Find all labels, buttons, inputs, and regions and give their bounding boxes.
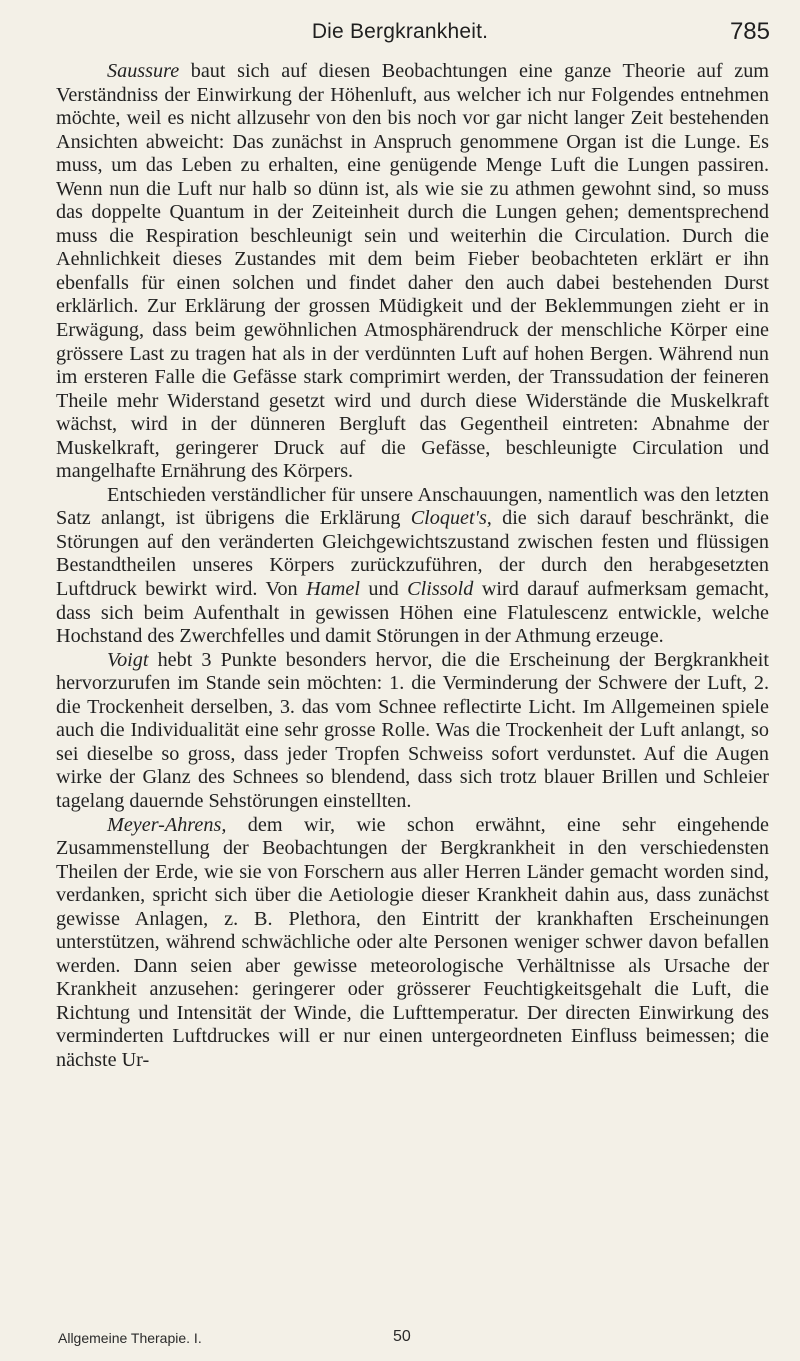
text-segment: Entschieden verständlicher für unsere Anschauungen, namentlich was den letzten Satz anlangt, ist übrigens die Erklärung: [56, 483, 769, 530]
page-footer: [0, 1330, 800, 1356]
body-text: [56, 60, 769, 1073]
author-name: Hamel: [306, 578, 360, 601]
text-segment: dem wir, wie schon erwähnt, eine sehr eingehende Zusammenstellung der Beobachtungen der Bergkrankheit in den verschiedensten Theilen der Erde, wie sie von Forschern aus aller Herren Länder gemacht worden sind, verdanken, spricht sich über die Aetiologie dieser Krankheit dahin aus, dass zunächst gewisse Anlagen, z. B. Plethora, den Eintritt der krankhaften Erscheinungen unterstützen, während schwächliche oder alte Personen weniger schwer davon befallen werden. Dann seien aber gewisse meteorologische Verhältnisse als Ursache der Krankheit anzusehen: geringerer oder grösserer Feuchtigkeitsgehalt die Luft, die Richtung und Intensität der Winde, die Lufttemperatur. Der directen Einwirkung des verminderten Luftdruckes will er nur einen untergeordneten Einfluss beimessen; die nächste Ur-: [56, 813, 769, 1071]
sheet-signature: 50: [393, 1328, 411, 1345]
author-name: Clissold: [407, 578, 474, 601]
running-head: Die Bergkrankheit.: [311, 20, 489, 43]
page-number: 785: [729, 18, 770, 45]
author-name: Meyer-Ahrens,: [107, 813, 227, 836]
paragraph-2: [56, 484, 769, 649]
author-name: Cloquet's,: [410, 507, 492, 530]
text-segment: baut sich auf diesen Beobachtungen eine ganze Theorie auf zum Verständniss der Einwirkung der Höhenluft, aus welcher ich nur Folgendes entnehmen möchte, weil es nicht allzusehr von den bis noch vor gar nicht langer Zeit bestehenden Ansichten abweicht: Das zunächst in Anspruch genommene Organ ist die Lunge. Es muss, um das Leben zu erhalten, eine genügende Menge Luft die Lungen passiren. Wenn nun die Luft nur halb so dünn ist, als wie sie zu athmen gewohnt sind, so muss das doppelte Quantum in der Zeiteinheit durch die Lungen gehen; dementsprechend muss die Respiration beschleunigt sein und weiterhin die Circulation. Durch die Aehnlichkeit dieses Zustandes mit dem beim Fieber beobachteten erklärt er ihn ebenfalls für einen solchen und findet daher den auch dabei bestehenden Durst erklärlich. Zur Erklärung der grossen Müdigkeit und der Beklemmungen zieht er in Erwägung, dass beim gewöhnlichen Atmosphärendruck der menschliche Körper eine grössere Last zu tragen hat als in der verdünnten Luft auf hohen Bergen. Während nun im ersteren Falle die Gefässe stark comprimirt werden, der Transsudation der feineren Theile mehr Widerstand gesetzt wird und durch diese Widerstände die Muskelkraft wächst, wird in der dünneren Bergluft das Gegentheil eintreten: Abnahme der Muskelkraft, geringerer Druck auf die Gefässe, beschleunigte Circulation und mangelhafte Ernährung des Körpers.: [56, 60, 769, 483]
text-segment: wird darauf aufmerksam gemacht, dass sich beim Aufenthalt in gewissen Höhen eine Flatulescenz entwickle, welche Hochstand des Zwerchfelles und damit Störungen in der Athmung erzeuge.: [56, 578, 769, 648]
paragraph-1: [56, 60, 769, 484]
paragraph-3: [56, 649, 769, 814]
footer-book-title: Allgemeine Therapie. I.: [58, 1330, 202, 1346]
author-name: Saussure: [107, 60, 180, 82]
author-name: Voigt: [107, 648, 149, 671]
page-header: [0, 12, 800, 48]
text-segment: die sich darauf beschränkt, die Störungen auf den veränderten Gleichgewichtszustand zwischen festen und flüssigen Bestandtheilen unseres Körpers zurückzuführen, der durch den herabgesetzten Luftdruck bewirkt wird. Von: [56, 507, 769, 601]
paragraph-4: [56, 814, 769, 1073]
text-segment: hebt 3 Punkte besonders hervor, die die Erscheinung der Bergkrankheit hervorzurufen im Stande sein möchten: 1. die Verminderung der Schwere der Luft, 2. die Trockenheit derselben, 3. das vom Schnee reflectirte Licht. Im Allgemeinen spiele auch die Individualität eine sehr grosse Rolle. Was die Trockenheit der Luft anlangt, so sei dieselbe so gross, dass jeder Tropfen Schweiss sofort verdunstet. Auf die Augen wirke der Glanz des Schnees so blendend, dass sich trotz blauer Brillen und Schleier tagelang dauernde Sehstörungen einstellten.: [56, 648, 769, 812]
text-segment: und: [359, 578, 408, 601]
